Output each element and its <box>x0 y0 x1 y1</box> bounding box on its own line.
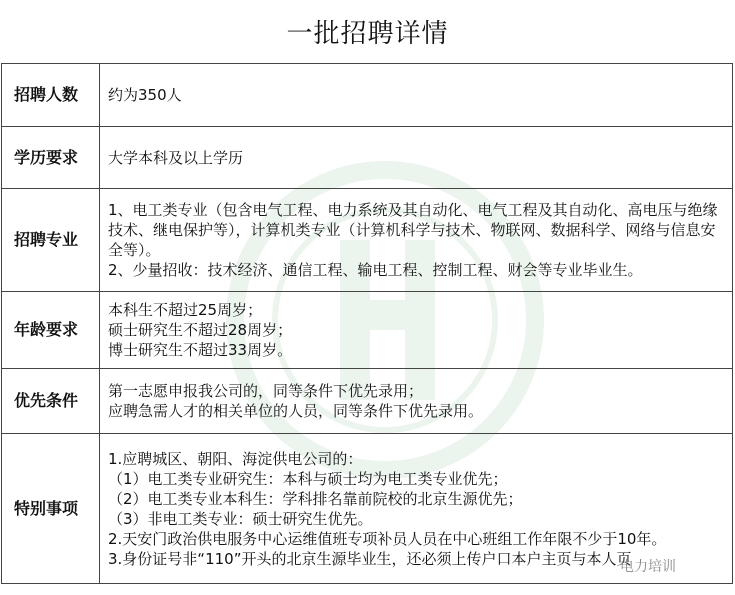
row-content <box>100 189 733 292</box>
recruitment-table <box>1 63 733 584</box>
row-content <box>100 64 733 127</box>
content-line: （3）非电工类专业：硕士研究生优先。 <box>108 509 373 528</box>
content-line: 应聘急需人才的相关单位的人员，同等条件下优先录用。 <box>108 402 484 420</box>
content-line: 2.天安门政治供电服务中心运维值班专项补员人员在中心班组工作年限不少于10年。 <box>108 529 667 548</box>
content-line: （2）电工类专业本科生：学科排名靠前院校的北京生源优先； <box>108 489 523 508</box>
row-label: 招聘专业 <box>2 189 100 292</box>
content-line: 博士研究生不超过33周岁。 <box>108 341 293 359</box>
table-row <box>2 292 733 369</box>
row-label: 学历要求 <box>2 127 100 189</box>
row-content <box>100 369 733 434</box>
content-line: （1）电工类专业研究生：本科与硕士均为电工类专业优先； <box>108 469 508 488</box>
watermark-label: 电力培训 <box>620 559 676 575</box>
content-line: 2、少量招收：技术经济、通信工程、输电工程、控制工程、财会等专业毕业生。 <box>108 261 643 279</box>
content-line: 硕士研究生不超过28周岁； <box>108 321 293 339</box>
content-line: 大学本科及以上学历 <box>108 148 244 167</box>
content-line: 约为350人 <box>108 86 182 104</box>
table-row <box>2 127 733 189</box>
row-label: 特别事项 <box>2 434 100 584</box>
content-line: 1、电工类专业（包含电气工程、电力系统及其自动化、电气工程及其自动化、高电压与绝缘技术、继电保护等），计算机类专业（计算机科学与技术、物联网、数据科学、网络与信息安全等）。 <box>108 201 718 259</box>
content-line: 第一志愿申报我公司的，同等条件下优先录用； <box>108 382 424 400</box>
content-line: 3.身份证号非“110”开头的北京生源毕业生，还必须上传户口本户主页与本人页 <box>108 549 632 568</box>
content-line: 1.应聘城区、朝阳、海淀供电公司的： <box>108 449 363 468</box>
page-title: 一批招聘详情 <box>286 18 449 49</box>
row-content <box>100 292 733 369</box>
row-label: 年龄要求 <box>2 292 100 369</box>
row-content <box>100 127 733 189</box>
table-row <box>2 369 733 434</box>
table-row <box>2 64 733 127</box>
row-label: 优先条件 <box>2 369 100 434</box>
table-row <box>2 189 733 292</box>
content-line: 本科生不超过25周岁； <box>108 301 263 319</box>
row-label: 招聘人数 <box>2 64 100 127</box>
